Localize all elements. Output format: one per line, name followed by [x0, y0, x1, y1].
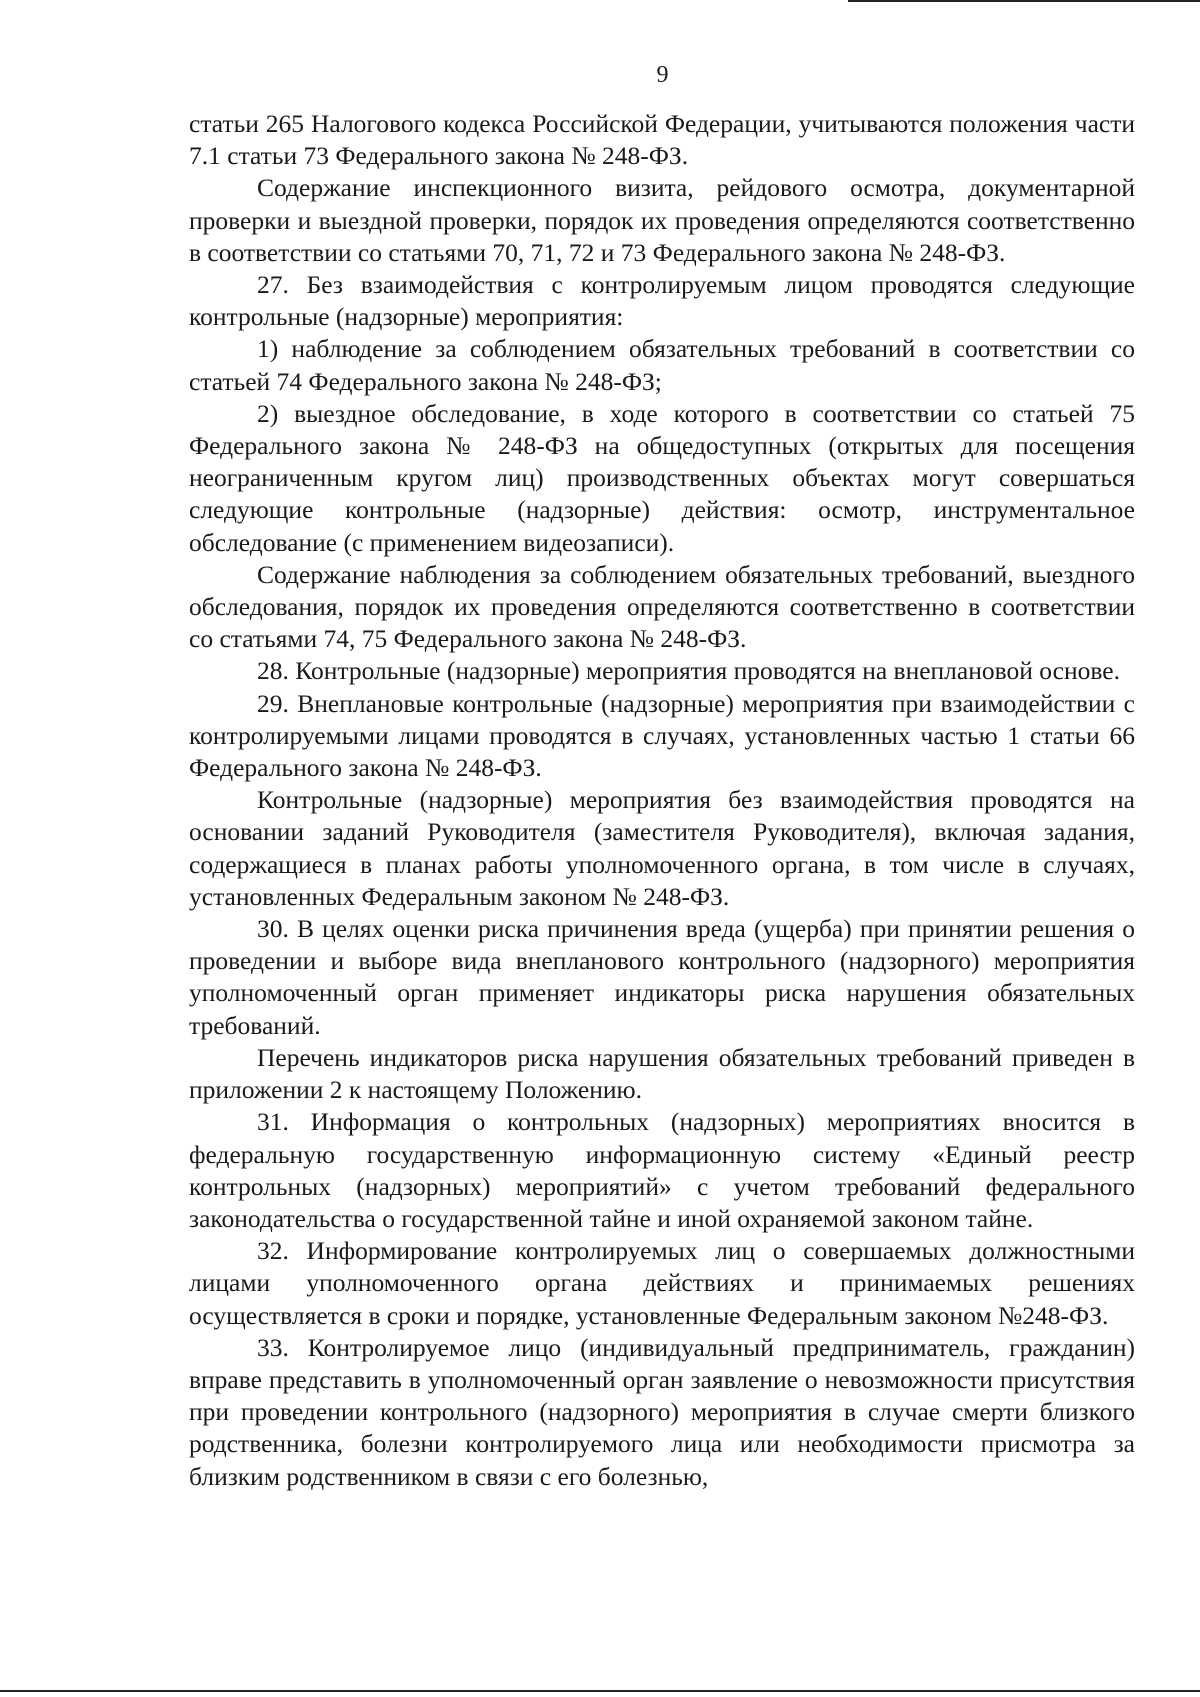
- page-number: 9: [656, 62, 669, 88]
- paragraph-item-29: 29. Внеплановые контрольные (надзорные) мероприятия при взаимодействии с контролируемыми лицами проводятся в случаях, установленных частью 1 статьи 66 Федерального закона № 248-ФЗ.: [189, 688, 1135, 783]
- paragraph-continuation: статьи 265 Налогового кодекса Российской Федерации, учитываются положения части 7.1 статьи 73 Федерального закона № 248-ФЗ.: [189, 109, 1135, 171]
- paragraph-subitem-1: 1) наблюдение за соблюдением обязательных требований в соответствии со статьей 74 Федерального закона № 248-ФЗ;: [189, 334, 1135, 396]
- scan-edge-line-top: [848, 0, 1200, 2]
- paragraph-item-31: 31. Информация о контрольных (надзорных) мероприятиях вносится в федеральную государственную информационную систему «Единый реестр контрольных (надзорных) мероприятий» с учетом требований федерального законодательства о государственной тайне и иной охраняемой законом тайне.: [189, 1107, 1135, 1233]
- paragraph: Содержание инспекционного визита, рейдового осмотра, документарной проверки и выездной проверки, порядок их проведения определяются соответственно в соответствии со статьями 70, 71, 72 и 73 Федерального закона № 248-ФЗ.: [189, 173, 1135, 267]
- document-body: [189, 108, 1135, 1493]
- paragraph: Перечень индикаторов риска нарушения обязательных требований приведен в приложении 2 к настоящему Положению.: [189, 1042, 1135, 1105]
- paragraph-item-32: 32. Информирование контролируемых лиц о совершаемых должностными лицами уполномоченного органа действиях и принимаемых решениях осуществляется в сроки и порядке, установленные Федеральным законом №248-ФЗ.: [189, 1236, 1135, 1330]
- scan-edge-line-bottom: [0, 1690, 1200, 1692]
- paragraph: Контрольные (надзорные) мероприятия без взаимодействия проводятся на основании заданий Руководителя (заместителя Руководителя), включая задания, содержащиеся в планах работы уполномоченного органа, в том числе в случаях, установленных Федеральным законом № 248-ФЗ.: [189, 785, 1135, 911]
- paragraph-item-28: 28. Контрольные (надзорные) мероприятия проводятся на внеплановой основе.: [257, 656, 1120, 686]
- paragraph-item-30: 30. В целях оценки риска причинения вреда (ущерба) при принятии решения о проведении и выборе вида внепланового контрольного (надзорного) мероприятия уполномоченный орган применяет индикаторы риска нарушения обязательных требований.: [189, 914, 1135, 1040]
- paragraph-item-33: 33. Контролируемое лицо (индивидуальный предприниматель, гражданин) вправе представить в уполномоченный орган заявление о невозможности присутствия при проведении контрольного (надзорного) мероприятия в случае смерти близкого родственника, болезни контролируемого лица или необходимости присмотра за близким родственником в связи с его болезнью,: [189, 1332, 1135, 1491]
- paragraph-subitem-2: 2) выездное обследование, в ходе которого в соответствии со статьей 75 Федерального закона № 248-ФЗ на общедоступных (открытых для посещения неограниченным кругом лиц) производственных объектах могут совершаться следующие контрольные (надзорные) действия: осмотр, инструментальное обследование (с применением видеозаписи).: [189, 398, 1135, 557]
- paragraph-item-27: 27. Без взаимодействия с контролируемым лицом проводятся следующие контрольные (надзорные) мероприятия:: [189, 270, 1135, 332]
- paragraph: Содержание наблюдения за соблюдением обязательных требований, выездного обследования, порядок их проведения определяются соответственно в соответствии со статьями 74, 75 Федерального закона № 248-ФЗ.: [189, 559, 1135, 654]
